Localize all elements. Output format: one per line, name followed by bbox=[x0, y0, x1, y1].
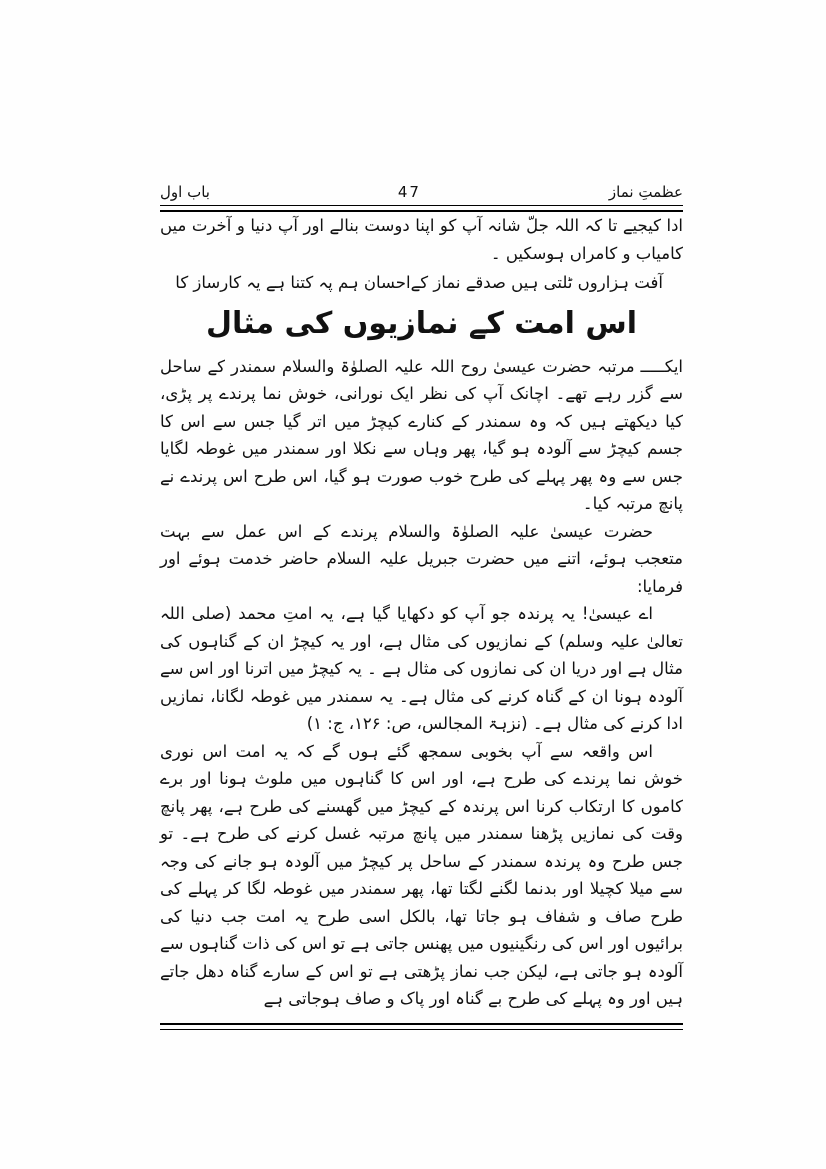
text-block bbox=[160, 183, 683, 1030]
section-heading: اس امت کے نمازیوں کی مثال bbox=[205, 305, 638, 341]
book-title: عظمتِ نماز bbox=[608, 183, 683, 201]
header-rule bbox=[160, 205, 683, 212]
footer-rule bbox=[160, 1023, 683, 1030]
story-paragraph: ایکـــــ مرتبہ حضرت عیسیٰ روح اللہ علیہ الصلوٰۃ والسلام سمندر کے ساحل سے گزر رہے تھے۔ اچانک آپ کی نظر ایک نورانی، خوش نما پرندے پر پڑی، کیا دیکھتے ہیں کہ وہ سمندر کے کنارے کیچڑ میں اتر گیا جس سے اس کا جسم کیچڑ سے آلودہ ہو گیا، پھر وہاں سے نکلا اور سمندر میں غوطہ لگایا جس سے وہ پھر پہلے کی طرح خوب صورت ہو گیا، اس طرح اس پرندے نے پانچ مرتبہ کیا۔ bbox=[160, 356, 683, 513]
couplet-first-hemistich: آفت ہزاروں ٹلتی ہیں صدقے نماز کے bbox=[410, 273, 663, 292]
chapter-title: باب اول bbox=[160, 183, 210, 201]
explanation-paragraph: اے عیسیٰ! یہ پرندہ جو آپ کو دکھایا گیا ہے، یہ امتِ محمد (صلی اللہ تعالیٰ علیہ وسلم) کے نمازیوں کی مثال ہے، اور یہ کیچڑ ان کے گناہوں کی مثال ہے اور دریا ان کی نمازوں کی مثال ہے ۔ یہ کیچڑ میں اترنا اور اس سے آلودہ ہونا ان کے گناہ کرنے کی مثال ہے۔ یہ سمندر میں غوطہ لگانا، نمازیں ادا کرنے کی مثال ہے۔ (نزہۃ المجالس، ص: ۱۲۶، ج: ۱) bbox=[160, 604, 683, 733]
page-number: 47 bbox=[397, 183, 421, 201]
intro-paragraph: ادا کیجیے تا کہ اللہ جلّ شانہ آپ کو اپنا دوست بنالے اور آپ دنیا و آخرت میں کامیاب و کامراں ہوسکیں ۔ bbox=[160, 216, 683, 263]
moral-paragraph: اس واقعہ سے آپ بخوبی سمجھ گئے ہوں گے کہ یہ امت اس نوری خوش نما پرندے کی طرح ہے، اور اس کا گناہوں میں ملوث ہونا اور برے کاموں کا ارتکاب کرنا اس پرندہ کے کیچڑ میں گھسنے کی طرح ہے، پھر پانچ وقت کی نمازیں پڑھنا سمندر میں پانچ مرتبہ غسل کرنے کی طرح ہے۔ تو جس طرح وہ پرندہ سمندر کے ساحل پر کیچڑ میں آلودہ ہو جانے کی وجہ سے میلا کچیلا اور بدنما لگنے لگتا تھا، پھر سمندر میں غوطہ لگا کر پہلے کی طرح صاف و شفاف ہو جاتا تھا، بالکل اسی طرح یہ امت جب دنیا کی برائیوں اور اس کی رنگینیوں میں پھنس جاتی ہے تو اس کی ذات گناہوں سے آلودہ ہو جاتی ہے، لیکن جب نماز پڑھتی ہے تو اس کے سارے گناہ دھل جاتے ہیں اور وہ پہلے کی طرح بے گناہ اور پاک و صاف ہوجاتی ہے bbox=[160, 741, 683, 1008]
couplet-second-hemistich: احسان ہم پہ کتنا ہے یہ کارساز کا bbox=[175, 273, 411, 292]
running-header bbox=[160, 183, 683, 205]
jibril-paragraph: حضرت عیسیٰ علیہ الصلوٰۃ والسلام پرندے کے اس عمل سے بہت متعجب ہوئے، اتنے میں حضرت جبریل علیہ السلام حاضر خدمت ہوئے اور فرمایا: bbox=[160, 521, 683, 596]
couplet bbox=[160, 269, 683, 297]
